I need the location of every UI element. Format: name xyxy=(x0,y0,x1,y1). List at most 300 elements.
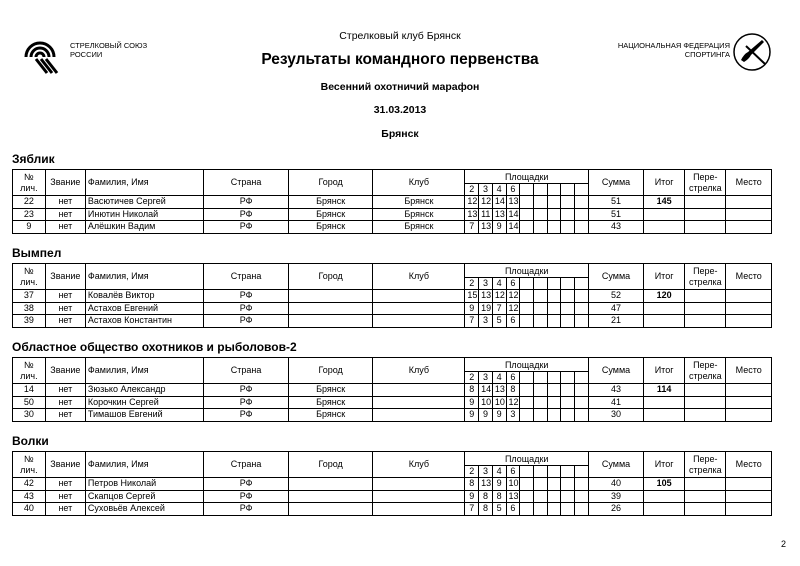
cell-city xyxy=(288,290,373,303)
cell-sum: 43 xyxy=(589,221,644,234)
cell-site-score: 13 xyxy=(465,208,479,221)
cell-site-score: 9 xyxy=(465,490,479,503)
cell-site-score: 3 xyxy=(479,315,493,328)
cell-num: 40 xyxy=(13,503,46,516)
cell-country: РФ xyxy=(204,503,289,516)
cell-rank: нет xyxy=(45,490,85,503)
cell-total xyxy=(643,503,684,516)
cell-total xyxy=(643,396,684,409)
cell-site-score xyxy=(520,196,534,209)
cell-name: Тимашов Евгений xyxy=(85,409,203,422)
cell-site-score xyxy=(547,478,561,491)
cell-site-score xyxy=(520,290,534,303)
col-header-shootoff xyxy=(685,452,726,478)
cell-rank: нет xyxy=(45,396,85,409)
col-header-total: Итог xyxy=(643,358,684,384)
cell-city: Брянск xyxy=(288,409,373,422)
cell-site-score xyxy=(534,302,548,315)
cell-total xyxy=(643,315,684,328)
cell-country: РФ xyxy=(204,196,289,209)
col-header-site-number: 2 xyxy=(465,466,479,478)
cell-name: Инютин Николай xyxy=(85,208,203,221)
cell-site-score: 7 xyxy=(465,221,479,234)
col-header-total: Итог xyxy=(643,170,684,196)
cell-name: Алёшкин Вадим xyxy=(85,221,203,234)
col-header-site-number xyxy=(520,278,534,290)
team-results-table xyxy=(12,263,772,328)
cell-num: 43 xyxy=(13,490,46,503)
col-header-site-number: 6 xyxy=(506,466,520,478)
team-results-table xyxy=(12,357,772,422)
cell-site-score xyxy=(520,478,534,491)
col-header-sum: Сумма xyxy=(589,452,644,478)
cell-sum: 30 xyxy=(589,409,644,422)
col-header-site-number: 6 xyxy=(506,184,520,196)
cell-club: Брянск xyxy=(373,221,465,234)
federation-right-line1: НАЦИОНАЛЬНАЯ ФЕДЕРАЦИЯ xyxy=(617,41,730,50)
cell-country: РФ xyxy=(204,221,289,234)
cell-num: 9 xyxy=(13,221,46,234)
cell-total: 120 xyxy=(643,290,684,303)
cell-site-score: 12 xyxy=(506,302,520,315)
cell-country: РФ xyxy=(204,409,289,422)
cell-site-score: 5 xyxy=(492,503,506,516)
cell-site-score xyxy=(575,290,589,303)
cell-site-score: 12 xyxy=(506,396,520,409)
cell-site-score: 6 xyxy=(506,503,520,516)
col-header-city: Город xyxy=(288,452,373,478)
cell-num: 22 xyxy=(13,196,46,209)
cell-sum: 26 xyxy=(589,503,644,516)
cell-num: 23 xyxy=(13,208,46,221)
cell-site-score xyxy=(534,208,548,221)
cell-shootoff xyxy=(685,221,726,234)
col-header-shootoff xyxy=(685,264,726,290)
col-header-place: Место xyxy=(726,264,772,290)
col-header-shootoff-line1: Пере- xyxy=(693,171,718,182)
cell-country: РФ xyxy=(204,315,289,328)
col-header-club: Клуб xyxy=(373,452,465,478)
cell-site-score: 9 xyxy=(492,221,506,234)
cell-site-score: 10 xyxy=(506,478,520,491)
cell-total xyxy=(643,208,684,221)
cell-club xyxy=(373,503,465,516)
cell-site-score: 3 xyxy=(506,409,520,422)
page-number: 2 xyxy=(780,539,786,549)
col-header-num-line1: № xyxy=(24,171,34,182)
cell-site-score xyxy=(547,396,561,409)
cell-city xyxy=(288,302,373,315)
cell-site-score: 10 xyxy=(479,396,493,409)
cell-country: РФ xyxy=(204,396,289,409)
col-header-shootoff-line1: Пере- xyxy=(693,359,718,370)
cell-rank: нет xyxy=(45,315,85,328)
col-header-site-number xyxy=(561,184,575,196)
col-header-country: Страна xyxy=(204,170,289,196)
col-header-site-number xyxy=(520,466,534,478)
cell-total xyxy=(643,221,684,234)
col-header-sum: Сумма xyxy=(589,170,644,196)
team-title: Волки xyxy=(12,434,49,448)
cell-shootoff xyxy=(685,302,726,315)
cell-site-score: 15 xyxy=(465,290,479,303)
col-header-site-number: 6 xyxy=(506,372,520,384)
col-header-shootoff-line2: стрелка xyxy=(688,464,722,475)
cell-site-score: 9 xyxy=(465,396,479,409)
cell-num: 38 xyxy=(13,302,46,315)
cell-site-score xyxy=(547,221,561,234)
cell-sum: 51 xyxy=(589,208,644,221)
event-city: Брянск xyxy=(381,128,419,140)
cell-shootoff xyxy=(685,490,726,503)
cell-site-score: 13 xyxy=(479,478,493,491)
cell-site-score xyxy=(561,478,575,491)
cell-sum: 43 xyxy=(589,384,644,397)
cell-site-score: 8 xyxy=(465,384,479,397)
cell-rank: нет xyxy=(45,221,85,234)
cell-name: Ковалёв Виктор xyxy=(85,290,203,303)
cell-site-score: 7 xyxy=(492,302,506,315)
cell-site-score: 8 xyxy=(479,503,493,516)
col-header-sites: Площадки xyxy=(465,452,589,466)
col-header-site-number xyxy=(547,278,561,290)
cell-site-score xyxy=(575,409,589,422)
cell-place xyxy=(726,384,772,397)
col-header-shootoff-line1: Пере- xyxy=(693,265,718,276)
col-header-country: Страна xyxy=(204,264,289,290)
col-header-total: Итог xyxy=(643,264,684,290)
col-header-site-number: 4 xyxy=(492,372,506,384)
cell-site-score xyxy=(520,384,534,397)
cell-rank: нет xyxy=(45,208,85,221)
cell-club xyxy=(373,315,465,328)
cell-shootoff xyxy=(685,290,726,303)
col-header-site-number xyxy=(547,184,561,196)
cell-site-score xyxy=(520,208,534,221)
cell-club xyxy=(373,478,465,491)
col-header-place: Место xyxy=(726,358,772,384)
col-header-site-number: 4 xyxy=(492,278,506,290)
cell-site-score: 7 xyxy=(465,503,479,516)
col-header-site-number xyxy=(561,466,575,478)
cell-place xyxy=(726,503,772,516)
cell-city xyxy=(288,490,373,503)
cell-site-score: 10 xyxy=(492,396,506,409)
cell-site-score xyxy=(561,490,575,503)
col-header-rank: Звание xyxy=(45,358,85,384)
cell-site-score xyxy=(561,290,575,303)
cell-site-score xyxy=(561,196,575,209)
cell-club xyxy=(373,384,465,397)
cell-site-score xyxy=(534,478,548,491)
cell-num: 14 xyxy=(13,384,46,397)
col-header-sites: Площадки xyxy=(465,264,589,278)
col-header-shootoff-line1: Пере- xyxy=(693,453,718,464)
cell-rank: нет xyxy=(45,503,85,516)
event-name: Весенний охотничий марафон xyxy=(320,81,480,93)
cell-sum: 47 xyxy=(589,302,644,315)
cell-site-score xyxy=(534,315,548,328)
col-header-site-number xyxy=(575,278,589,290)
col-header-place: Место xyxy=(726,170,772,196)
col-header-num xyxy=(13,358,46,384)
col-header-num-line2: лич. xyxy=(20,370,38,381)
cell-site-score xyxy=(575,315,589,328)
col-header-site-number: 4 xyxy=(492,466,506,478)
cell-country: РФ xyxy=(204,478,289,491)
cell-site-score xyxy=(575,208,589,221)
col-header-total: Итог xyxy=(643,452,684,478)
col-header-site-number: 4 xyxy=(492,184,506,196)
cell-site-score: 5 xyxy=(492,315,506,328)
cell-num: 42 xyxy=(13,478,46,491)
federation-left-line1: СТРЕЛКОВЫЙ СОЮЗ xyxy=(70,41,148,50)
cell-total: 145 xyxy=(643,196,684,209)
col-header-site-number xyxy=(547,372,561,384)
cell-site-score xyxy=(520,503,534,516)
club-title: Стрелковый клуб Брянск xyxy=(339,30,461,42)
cell-club xyxy=(373,290,465,303)
cell-city: Брянск xyxy=(288,221,373,234)
col-header-place: Место xyxy=(726,452,772,478)
cell-name: Астахов Евгений xyxy=(85,302,203,315)
cell-site-score xyxy=(547,208,561,221)
cell-shootoff xyxy=(685,409,726,422)
cell-place xyxy=(726,490,772,503)
cell-total: 114 xyxy=(643,384,684,397)
col-header-site-number xyxy=(520,184,534,196)
cell-name: Васютичев Сергей xyxy=(85,196,203,209)
col-header-site-number: 2 xyxy=(465,278,479,290)
cell-name: Скапцов Сергей xyxy=(85,490,203,503)
col-header-sites: Площадки xyxy=(465,358,589,372)
cell-rank: нет xyxy=(45,384,85,397)
col-header-name: Фамилия, Имя xyxy=(85,358,203,384)
cell-site-score xyxy=(561,315,575,328)
cell-site-score: 12 xyxy=(506,290,520,303)
cell-site-score xyxy=(520,302,534,315)
cell-place xyxy=(726,302,772,315)
col-header-site-number xyxy=(575,184,589,196)
cell-site-score xyxy=(575,503,589,516)
cell-place xyxy=(726,290,772,303)
col-header-site-number xyxy=(561,278,575,290)
cell-rank: нет xyxy=(45,196,85,209)
col-header-num xyxy=(13,264,46,290)
cell-place xyxy=(726,221,772,234)
cell-site-score: 6 xyxy=(506,315,520,328)
cell-total xyxy=(643,490,684,503)
cell-site-score: 13 xyxy=(506,490,520,503)
col-header-sites: Площадки xyxy=(465,170,589,184)
cell-site-score xyxy=(561,503,575,516)
cell-name: Астахов Константин xyxy=(85,315,203,328)
cell-site-score xyxy=(534,503,548,516)
page-title: Результаты командного первенства xyxy=(261,51,539,68)
cell-site-score: 8 xyxy=(492,490,506,503)
cell-site-score xyxy=(547,490,561,503)
col-header-num-line2: лич. xyxy=(20,182,38,193)
col-header-shootoff xyxy=(685,170,726,196)
col-header-site-number: 3 xyxy=(479,466,493,478)
col-header-site-number: 2 xyxy=(465,184,479,196)
col-header-site-number xyxy=(534,466,548,478)
table-row xyxy=(13,409,772,422)
cell-site-score: 8 xyxy=(465,478,479,491)
col-header-country: Страна xyxy=(204,452,289,478)
cell-country: РФ xyxy=(204,302,289,315)
cell-club: Брянск xyxy=(373,196,465,209)
col-header-club: Клуб xyxy=(373,170,465,196)
col-header-club: Клуб xyxy=(373,358,465,384)
cell-site-score xyxy=(520,409,534,422)
cell-site-score xyxy=(534,490,548,503)
table-row xyxy=(13,384,772,397)
cell-site-score: 9 xyxy=(479,409,493,422)
cell-city: Брянск xyxy=(288,384,373,397)
federation-left-line2: РОССИИ xyxy=(70,50,103,59)
cell-site-score xyxy=(547,503,561,516)
col-header-num-line1: № xyxy=(24,265,34,276)
col-header-site-number: 3 xyxy=(479,372,493,384)
col-header-shootoff xyxy=(685,358,726,384)
cell-num: 39 xyxy=(13,315,46,328)
col-header-num-line2: лич. xyxy=(20,276,38,287)
cell-site-score xyxy=(561,409,575,422)
cell-site-score xyxy=(547,384,561,397)
col-header-name: Фамилия, Имя xyxy=(85,264,203,290)
cell-site-score: 13 xyxy=(492,208,506,221)
cell-site-score: 9 xyxy=(492,409,506,422)
cell-site-score xyxy=(534,196,548,209)
cell-site-score xyxy=(534,409,548,422)
cell-name: Петров Николай xyxy=(85,478,203,491)
cell-country: РФ xyxy=(204,490,289,503)
cell-total xyxy=(643,302,684,315)
cell-country: РФ xyxy=(204,384,289,397)
cell-site-score xyxy=(575,221,589,234)
cell-num: 50 xyxy=(13,396,46,409)
cell-site-score: 14 xyxy=(506,221,520,234)
col-header-city: Город xyxy=(288,264,373,290)
table-row xyxy=(13,315,772,328)
col-header-name: Фамилия, Имя xyxy=(85,170,203,196)
cell-site-score xyxy=(561,208,575,221)
cell-site-score: 8 xyxy=(479,490,493,503)
cell-site-score: 19 xyxy=(479,302,493,315)
col-header-name: Фамилия, Имя xyxy=(85,452,203,478)
table-row xyxy=(13,302,772,315)
cell-name: Корочкин Сергей xyxy=(85,396,203,409)
cell-site-score xyxy=(547,302,561,315)
cell-shootoff xyxy=(685,196,726,209)
table-row xyxy=(13,490,772,503)
cell-city: Брянск xyxy=(288,396,373,409)
cell-site-score xyxy=(575,490,589,503)
table-row xyxy=(13,503,772,516)
team-results-table xyxy=(12,169,772,234)
col-header-site-number xyxy=(575,466,589,478)
cell-sum: 21 xyxy=(589,315,644,328)
cell-sum: 52 xyxy=(589,290,644,303)
cell-name: Суховьёв Алексей xyxy=(85,503,203,516)
col-header-shootoff-line2: стрелка xyxy=(688,276,722,287)
col-header-site-number: 3 xyxy=(479,184,493,196)
cell-sum: 41 xyxy=(589,396,644,409)
cell-site-score xyxy=(547,290,561,303)
col-header-site-number: 2 xyxy=(465,372,479,384)
col-header-site-number xyxy=(520,372,534,384)
cell-site-score xyxy=(520,490,534,503)
cell-place xyxy=(726,409,772,422)
cell-site-score: 7 xyxy=(465,315,479,328)
cell-site-score: 12 xyxy=(479,196,493,209)
col-header-num-line2: лич. xyxy=(20,464,38,475)
col-header-num-line1: № xyxy=(24,359,34,370)
col-header-num xyxy=(13,452,46,478)
cell-site-score: 8 xyxy=(506,384,520,397)
col-header-site-number xyxy=(547,466,561,478)
cell-sum: 39 xyxy=(589,490,644,503)
cell-num: 30 xyxy=(13,409,46,422)
cell-club xyxy=(373,396,465,409)
cell-site-score xyxy=(534,384,548,397)
cell-site-score: 14 xyxy=(506,208,520,221)
team-results-table xyxy=(12,451,772,516)
cell-site-score xyxy=(520,221,534,234)
team-title: Вымпел xyxy=(12,246,62,260)
cell-sum: 51 xyxy=(589,196,644,209)
cell-site-score xyxy=(534,290,548,303)
col-header-shootoff-line2: стрелка xyxy=(688,370,722,381)
cell-site-score: 14 xyxy=(479,384,493,397)
cell-shootoff xyxy=(685,315,726,328)
cell-site-score: 9 xyxy=(465,302,479,315)
cell-place xyxy=(726,196,772,209)
cell-place xyxy=(726,396,772,409)
cell-place xyxy=(726,315,772,328)
table-row xyxy=(13,478,772,491)
cell-site-score: 13 xyxy=(479,221,493,234)
cell-country: РФ xyxy=(204,290,289,303)
cell-city xyxy=(288,503,373,516)
cell-total xyxy=(643,409,684,422)
col-header-rank: Звание xyxy=(45,264,85,290)
cell-rank: нет xyxy=(45,409,85,422)
table-row xyxy=(13,196,772,209)
cell-shootoff xyxy=(685,208,726,221)
col-header-site-number xyxy=(575,372,589,384)
cell-city xyxy=(288,315,373,328)
col-header-country: Страна xyxy=(204,358,289,384)
col-header-num xyxy=(13,170,46,196)
cell-total: 105 xyxy=(643,478,684,491)
cell-site-score xyxy=(575,478,589,491)
cell-site-score: 13 xyxy=(506,196,520,209)
cell-site-score xyxy=(561,396,575,409)
team-title: Областное общество охотников и рыболовов-2 xyxy=(12,340,297,354)
cell-num: 37 xyxy=(13,290,46,303)
cell-site-score xyxy=(561,221,575,234)
table-row xyxy=(13,208,772,221)
cell-site-score xyxy=(575,302,589,315)
table-row xyxy=(13,290,772,303)
cell-site-score xyxy=(547,409,561,422)
cell-site-score xyxy=(561,302,575,315)
cell-site-score: 9 xyxy=(492,478,506,491)
col-header-city: Город xyxy=(288,170,373,196)
cell-site-score xyxy=(520,315,534,328)
